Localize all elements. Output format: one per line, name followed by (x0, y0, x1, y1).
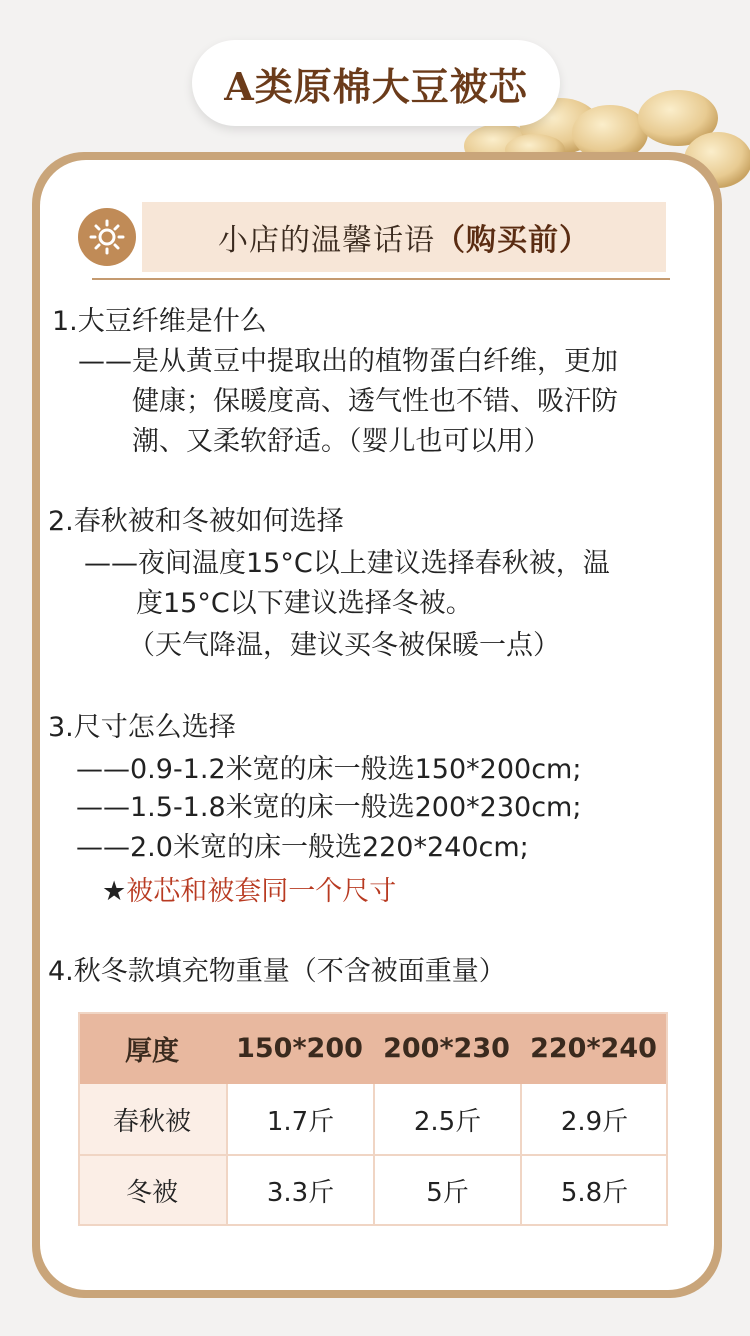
table-header-cell: 150*200 (236, 1032, 363, 1064)
section-1-line: 健康；保暖度高、透气性也不错、吸汗防 (132, 386, 618, 417)
section-2-line: 度15°C以下建议选择冬被。 (136, 588, 473, 619)
table-cell: 5斤 (373, 1156, 520, 1224)
table-header-row (78, 1012, 668, 1084)
table-cell: 2.5斤 (373, 1084, 520, 1154)
table-cell: 冬被 (78, 1156, 226, 1224)
table-cell: 5.8斤 (520, 1156, 667, 1224)
table-cell: 3.3斤 (226, 1156, 373, 1224)
section-1-line: ——是从黄豆中提取出的植物蛋白纤维，更加 (78, 346, 618, 377)
sun-icon (78, 208, 136, 266)
info-card-body (40, 160, 714, 1290)
section-2-line: ——夜间温度15°C以上建议选择春秋被，温 (84, 548, 610, 579)
table-row (78, 1156, 668, 1226)
table-cell: 1.7斤 (226, 1084, 373, 1154)
title-banner (192, 40, 560, 126)
page-title: A类原棉大豆被芯 (224, 63, 528, 109)
section-1-line: 潮、又柔软舒适。（婴儿也可以用） (132, 426, 551, 457)
section-3-line: ——2.0米宽的床一般选220*240cm; (76, 832, 529, 863)
info-card (32, 152, 722, 1298)
section-1-title: 1.大豆纤维是什么 (52, 306, 267, 337)
section-2-title: 2.春秋被和冬被如何选择 (48, 506, 344, 537)
section-heading (142, 202, 666, 272)
table-header-cell: 220*240 (530, 1032, 657, 1064)
section-3-line: ——1.5-1.8米宽的床一般选200*230cm; (76, 792, 582, 823)
note-text: 被芯和被套同一个尺寸 (126, 876, 397, 907)
heading-main: 小店的温馨话语 (218, 223, 435, 258)
star-icon: ★ (102, 876, 127, 907)
section-3-note (102, 872, 396, 912)
heading-text (218, 215, 590, 259)
table-header-cell: 200*230 (383, 1032, 510, 1064)
table-cell: 2.9斤 (520, 1084, 667, 1154)
heading-divider (92, 278, 670, 280)
section-3-line: ——0.9-1.2米宽的床一般选150*200cm; (76, 754, 582, 785)
table-header-cell: 厚度 (125, 1035, 179, 1067)
section-3-title: 3.尺寸怎么选择 (48, 712, 236, 743)
weight-table (78, 1012, 668, 1226)
section-2-line: （天气降温，建议买冬被保暖一点） (128, 630, 560, 661)
heading-bold: （购买前） (435, 223, 590, 258)
section-4-title: 4.秋冬款填充物重量（不含被面重量） (48, 956, 506, 987)
table-cell: 春秋被 (78, 1084, 226, 1154)
table-row (78, 1084, 668, 1156)
